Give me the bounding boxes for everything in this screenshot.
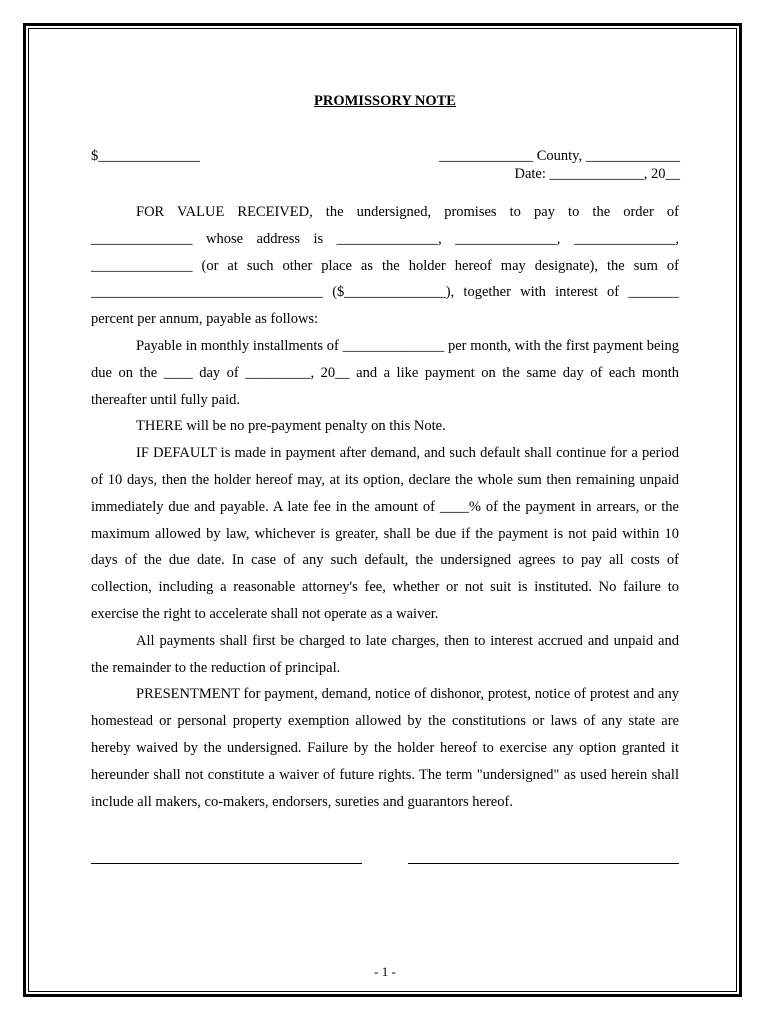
page-number: - 1 - — [374, 964, 396, 979]
signature-line-right — [408, 863, 679, 864]
paragraph-installments: Payable in monthly installments of ______________ per month, with the first payment being due on the ____ day of _________, 20__ and a like payment on the same day of each month thereafter until fully paid. — [91, 337, 679, 408]
paragraph-presentment: PRESENTMENT for payment, demand, notice of dishonor, protest, notice of protest and any homestead or personal property exemption allowed by the constitutions or laws of any state are hereby waived by the undersigned. Failure by the holder hereof to exercise any option granted it hereunder shall not constitute a waiver of future rights. The term "undersigned" as used herein shall include all makers, co-makers, endorsers, sureties and guarantors hereof. — [91, 686, 679, 810]
date-field: Date: _____________, 20__ — [514, 166, 680, 182]
amount-field: $______________ — [91, 148, 200, 164]
paragraph-payment-application: All payments shall first be charged to late charges, then to interest accrued and unpaid and the remainder to the reduction of principal. — [91, 632, 679, 676]
signature-line-left — [91, 863, 362, 864]
paragraph-prepayment: THERE will be no pre-payment penalty on this Note. — [136, 418, 446, 435]
document-title: PROMISSORY NOTE — [314, 93, 456, 109]
note-body — [91, 199, 679, 815]
paragraph-default: IF DEFAULT is made in payment after demand, and such default shall continue for a period of 10 days, then the holder hereof may, at its option, declare the whole sum then remaining unpaid immediately due and payable. A late fee in the amount of ____% of the payment in arrears, or the maximum allowed by law, whichever is greater, shall be due if the payment is not paid within 10 days of the due date. In case of any such default, the undersigned agrees to pay all costs of collection, including a reasonable attorney's fee, whether or not suit is instituted. No failure to exercise the right to accelerate shall not operate as a waiver. — [91, 445, 679, 622]
county-field: _____________ County, _____________ — [438, 148, 680, 164]
paragraph-value-received: FOR VALUE RECEIVED, the undersigned, promises to pay to the order of ______________ whose address is ______________, ______________, ______________, ______________ (or at such other place as the holder hereof may designate), the sum of ________________________________ ($______________), together with interest of _______ percent per annum, payable as follows: — [91, 204, 679, 328]
